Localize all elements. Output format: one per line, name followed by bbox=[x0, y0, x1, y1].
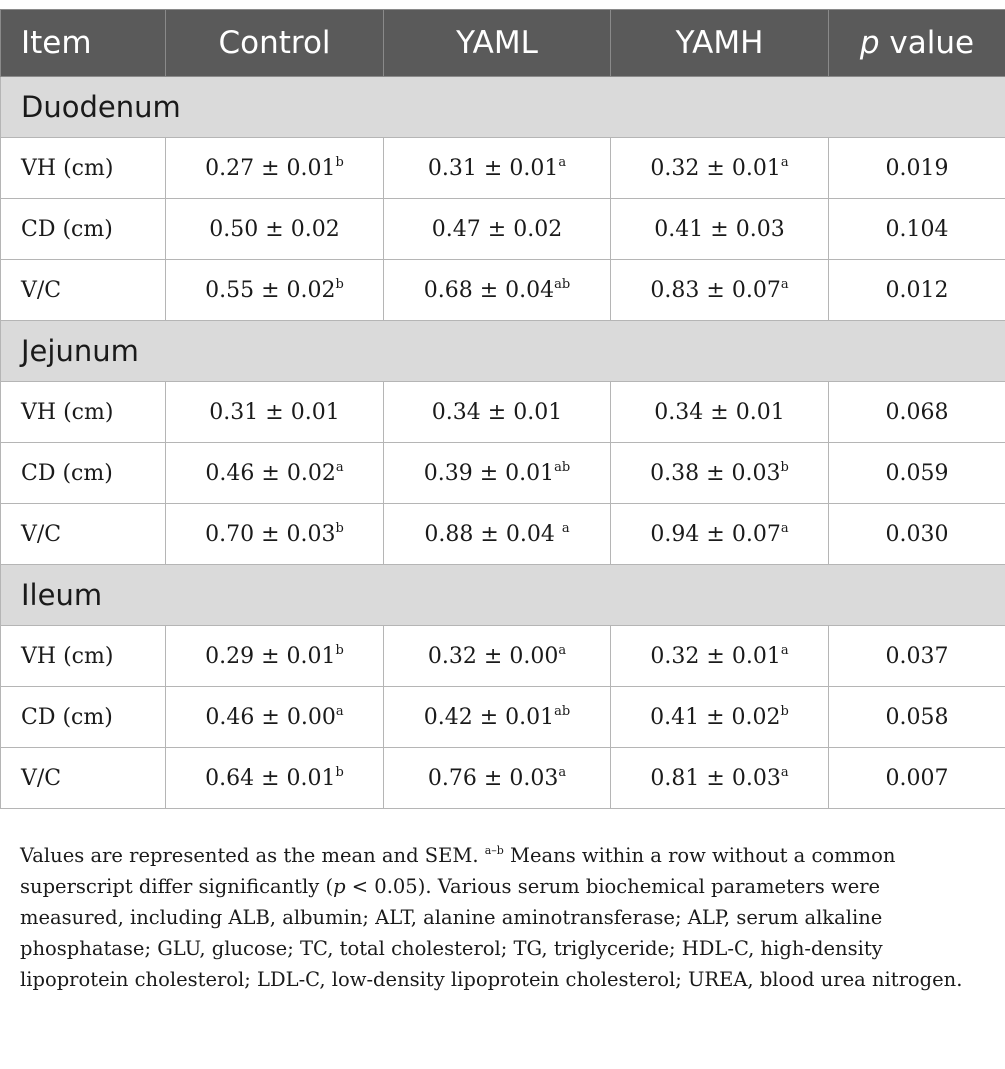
cell-control: 0.50 ± 0.02 bbox=[166, 199, 384, 260]
cell-control: 0.46 ± 0.00$^a$ bbox=[166, 687, 384, 748]
cell-yamh: 0.32 ± 0.01$^a$ bbox=[611, 138, 829, 199]
cell-yaml: 0.39 ± 0.01$^{ab}$ bbox=[384, 443, 611, 504]
table-row bbox=[1, 626, 1005, 687]
table-row bbox=[1, 504, 1005, 565]
cell-item: VH (cm) bbox=[1, 382, 166, 443]
cell-yamh: 0.41 ± 0.03 bbox=[611, 199, 829, 260]
cell-yaml: 0.76 ± 0.03$^a$ bbox=[384, 748, 611, 809]
cell-control: 0.70 ± 0.03$^b$ bbox=[166, 504, 384, 565]
cell-yamh: 0.38 ± 0.03$^b$ bbox=[611, 443, 829, 504]
cell-yamh: 0.32 ± 0.01$^a$ bbox=[611, 626, 829, 687]
cell-item: CD (cm) bbox=[1, 199, 166, 260]
cell-yamh: 0.34 ± 0.01 bbox=[611, 382, 829, 443]
cell-yamh: 0.81 ± 0.03$^a$ bbox=[611, 748, 829, 809]
cell-p-value: 0.059 bbox=[829, 443, 1005, 504]
cell-yaml: 0.34 ± 0.01 bbox=[384, 382, 611, 443]
header-p-suffix: value bbox=[879, 25, 975, 61]
cell-control: 0.27 ± 0.01$^b$ bbox=[166, 138, 384, 199]
cell-item: V/C bbox=[1, 260, 166, 321]
cell-p-value: 0.019 bbox=[829, 138, 1005, 199]
section-title: Jejunum bbox=[1, 321, 1005, 382]
cell-yaml: 0.47 ± 0.02 bbox=[384, 199, 611, 260]
cell-yaml: 0.68 ± 0.04$^{ab}$ bbox=[384, 260, 611, 321]
cell-yamh: 0.94 ± 0.07$^a$ bbox=[611, 504, 829, 565]
section-row-duodenum bbox=[1, 77, 1005, 138]
cell-yaml: 0.88 ± 0.04 $^a$ bbox=[384, 504, 611, 565]
cell-item: VH (cm) bbox=[1, 138, 166, 199]
header-control: Control bbox=[166, 10, 384, 77]
results-table bbox=[0, 9, 1005, 809]
section-row-ileum bbox=[1, 565, 1005, 626]
cell-control: 0.31 ± 0.01 bbox=[166, 382, 384, 443]
cell-control: 0.55 ± 0.02$^b$ bbox=[166, 260, 384, 321]
cell-p-value: 0.030 bbox=[829, 504, 1005, 565]
cell-p-value: 0.068 bbox=[829, 382, 1005, 443]
cell-control: 0.29 ± 0.01$^b$ bbox=[166, 626, 384, 687]
cell-yaml: 0.31 ± 0.01$^a$ bbox=[384, 138, 611, 199]
table-row bbox=[1, 748, 1005, 809]
cell-p-value: 0.012 bbox=[829, 260, 1005, 321]
cell-control: 0.64 ± 0.01$^b$ bbox=[166, 748, 384, 809]
section-title: Ileum bbox=[1, 565, 1005, 626]
header-p-letter: p bbox=[859, 25, 880, 61]
section-title: Duodenum bbox=[1, 77, 1005, 138]
table-row bbox=[1, 382, 1005, 443]
cell-item: CD (cm) bbox=[1, 687, 166, 748]
cell-p-value: 0.007 bbox=[829, 748, 1005, 809]
table-footnote: Values are represented as the mean and SEM. $^{a-b}$ Means within a row without a common superscript differ significantly (p < 0.05). Various serum biochemical parameters were measured, including ALB, albumin; ALT, alanine aminotransferase; ALP, serum alkaline phosphatase; GLU, glucose; TC, total cholesterol; TG, triglyceride; HDL-C, high-density lipoprotein cholesterol; LDL-C, low-density lipoprotein cholesterol; UREA, blood urea nitrogen. bbox=[20, 844, 963, 991]
cell-control: 0.46 ± 0.02$^a$ bbox=[166, 443, 384, 504]
cell-item: CD (cm) bbox=[1, 443, 166, 504]
cell-p-value: 0.104 bbox=[829, 199, 1005, 260]
cell-p-value: 0.058 bbox=[829, 687, 1005, 748]
cell-yamh: 0.41 ± 0.02$^b$ bbox=[611, 687, 829, 748]
table-row bbox=[1, 687, 1005, 748]
section-row-jejunum bbox=[1, 321, 1005, 382]
cell-p-value: 0.037 bbox=[829, 626, 1005, 687]
header-yamh: YAMH bbox=[611, 10, 829, 77]
cell-item: V/C bbox=[1, 748, 166, 809]
cell-yaml: 0.42 ± 0.01$^{ab}$ bbox=[384, 687, 611, 748]
cell-yamh: 0.83 ± 0.07$^a$ bbox=[611, 260, 829, 321]
table-row bbox=[1, 443, 1005, 504]
header-yaml: YAML bbox=[384, 10, 611, 77]
table-row bbox=[1, 260, 1005, 321]
header-row bbox=[1, 10, 1005, 77]
header-p-value bbox=[829, 10, 1005, 77]
cell-item: VH (cm) bbox=[1, 626, 166, 687]
cell-item: V/C bbox=[1, 504, 166, 565]
cell-yaml: 0.32 ± 0.00$^a$ bbox=[384, 626, 611, 687]
header-item: Item bbox=[1, 10, 166, 77]
table-row bbox=[1, 199, 1005, 260]
table-row bbox=[1, 138, 1005, 199]
